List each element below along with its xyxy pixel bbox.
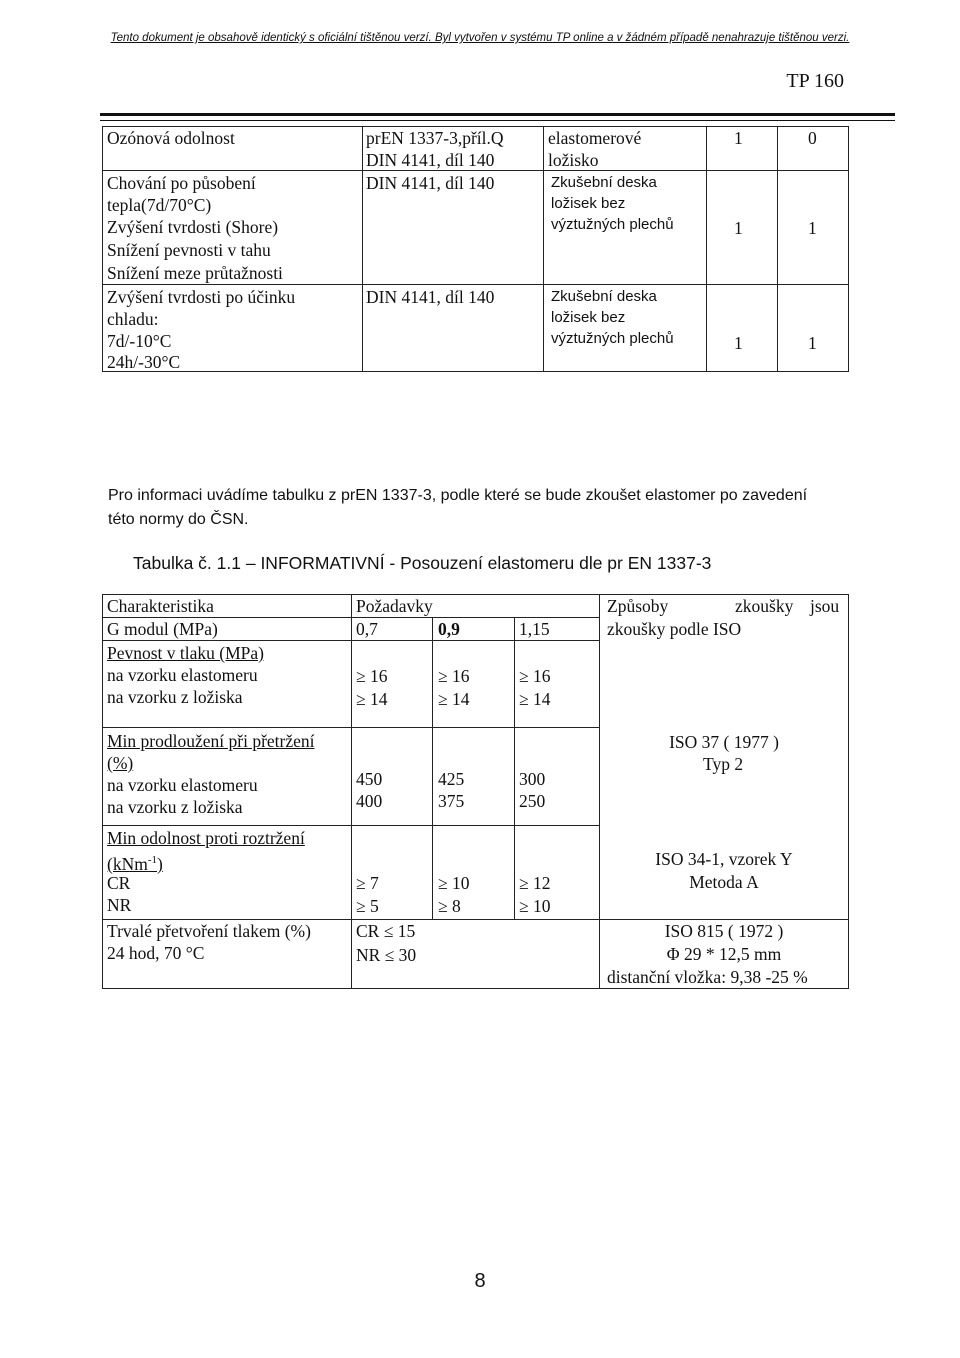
header-rule-thin (100, 120, 895, 121)
standard-cell: DIN 4141, díl 140 (366, 150, 495, 170)
characteristic-cell: 24h/-30°C (107, 352, 181, 372)
table-border (848, 126, 849, 372)
column-header-methods: Způsoby (607, 596, 669, 616)
specimen-cell: výztužných plechů (551, 330, 674, 347)
characteristic-cell: Zvýšení tvrdosti po účinku (107, 287, 296, 307)
characteristic-cell: chladu: (107, 309, 159, 329)
standard-cell: DIN 4141, díl 140 (366, 287, 495, 307)
column-header-methods: zkoušky podle ISO (607, 619, 742, 639)
specimen-cell: výztužných plechů (551, 216, 674, 233)
characteristic-cell: Snížení pevnosti v tahu (107, 240, 271, 260)
characteristic-cell: tepla(7d/70°C) (107, 195, 212, 215)
row-label: CR (107, 873, 131, 893)
header-rule (100, 113, 895, 116)
table-border (543, 126, 544, 372)
value-cell: 1 (808, 333, 817, 353)
value-cell: 250 (519, 791, 546, 811)
characteristic-cell: 7d/-10°C (107, 331, 172, 351)
value-cell: 425 (438, 769, 465, 789)
value-cell: 450 (356, 769, 383, 789)
value-cell: 400 (356, 791, 383, 811)
value-cell: NR ≤ 30 (356, 945, 417, 965)
value-cell: 1 (734, 128, 743, 148)
characteristic-cell: Chování po působení (107, 173, 256, 193)
method-cell: ISO 37 ( 1977 ) (669, 732, 779, 752)
value-cell: ≥ 7 (356, 873, 379, 893)
row-label-g-modul: G modul (MPa) (107, 619, 218, 639)
document-notice: Tento dokument je obsahově identický s oficiální tištěnou verzí. Byl vytvořen v systému TP online a v žádném případě nenahrazuje tištěnou verzi. (110, 32, 850, 44)
value-cell: ≥ 14 (438, 689, 470, 709)
section-title-strength: Pevnost v tlaku (MPa) (107, 643, 265, 663)
value-cell: 375 (438, 791, 465, 811)
method-cell: Metoda A (689, 872, 759, 892)
characteristic-cell: Ozónová odolnost (107, 128, 235, 148)
value-cell: ≥ 12 (519, 873, 551, 893)
column-header-methods: zkoušky (735, 596, 794, 616)
value-cell: 0,9 (438, 619, 460, 639)
table-title: Tabulka č. 1.1 – INFORMATIVNÍ - Posouzení elastomeru dle pr EN 1337-3 (133, 553, 712, 573)
section-title-elongation: (%) (107, 753, 134, 773)
value-cell: 0 (808, 128, 817, 148)
method-cell: ISO 34-1, vzorek Y (655, 849, 793, 869)
specimen-cell: ložisek bez (551, 195, 626, 212)
column-header-methods: jsou (810, 596, 840, 616)
paragraph-line: této normy do ČSN. (108, 511, 249, 528)
info-paragraph (108, 484, 888, 532)
characteristic-cell: Snížení meze průtažnosti (107, 263, 283, 283)
value-cell: CR ≤ 15 (356, 921, 416, 941)
value-cell: 1 (808, 218, 817, 238)
value-cell: ≥ 14 (519, 689, 551, 709)
row-label: na vzorku elastomeru (107, 665, 258, 685)
table-border (102, 594, 103, 989)
paragraph-line: Pro informaci uvádíme tabulku z prEN 1337-3, podle které se bude zkoušet elastomer po zavedení (108, 487, 808, 504)
value-cell: ≥ 5 (356, 896, 379, 916)
column-header-characteristic: Charakteristika (107, 596, 214, 616)
row-label: Trvalé přetvoření tlakem (%) (107, 921, 311, 941)
value-cell: ≥ 16 (356, 666, 388, 686)
method-cell: Typ 2 (703, 754, 744, 774)
specimen-cell: elastomerové (548, 128, 642, 148)
table-border (102, 284, 848, 285)
value-cell: ≥ 10 (519, 896, 551, 916)
specimen-cell: Zkušební deska (551, 288, 657, 305)
value-cell: 1,15 (519, 619, 550, 639)
row-label: NR (107, 895, 132, 915)
table-border (102, 988, 848, 989)
specimen-cell: ložisko (548, 150, 599, 170)
value-cell: ≥ 14 (356, 689, 388, 709)
section-title-tear: Min odolnost proti roztržení (107, 828, 305, 848)
section-title-elongation: Min prodloužení při přetržení (107, 731, 315, 751)
column-header-requirements: Požadavky (356, 596, 433, 616)
table-border (514, 617, 515, 919)
table-border (432, 617, 433, 919)
table-border (102, 126, 103, 372)
table-border (362, 126, 363, 372)
table-border (848, 594, 849, 989)
page-number: 8 (474, 1270, 486, 1292)
specimen-text: Zkušební deska (551, 174, 657, 191)
value-cell: ≥ 8 (438, 896, 461, 916)
method-cell: Φ 29 * 12,5 mm (666, 944, 782, 964)
value-cell: 1 (734, 333, 743, 353)
value-cell: ≥ 16 (519, 666, 551, 686)
specimen-cell: ložisek bez (551, 309, 626, 326)
standard-cell: DIN 4141, díl 140 (366, 173, 495, 193)
value-cell: ≥ 16 (438, 666, 470, 686)
row-label: na vzorku elastomeru (107, 775, 258, 795)
table-border (706, 126, 707, 372)
table-border (777, 126, 778, 372)
row-label: na vzorku z ložiska (107, 687, 243, 707)
row-label: 24 hod, 70 °C (107, 943, 205, 963)
unit-text: ) (157, 853, 163, 874)
method-cell: ISO 815 ( 1972 ) (664, 921, 784, 941)
table-border (351, 594, 352, 989)
specimen-cell (551, 172, 657, 193)
characteristic-cell: Zvýšení tvrdosti (Shore) (107, 217, 279, 237)
unit-text: (kNm (107, 853, 148, 874)
value-cell: 1 (734, 218, 743, 238)
row-label: na vzorku z ložiska (107, 797, 243, 817)
standard-cell: prEN 1337-3,příl.Q (366, 128, 504, 148)
value-cell: 300 (519, 769, 546, 789)
table-border (102, 371, 848, 372)
unit-exponent: -1 (147, 854, 157, 866)
value-cell: 0,7 (356, 619, 378, 639)
section-title-tear (107, 849, 163, 875)
value-cell: ≥ 10 (438, 873, 470, 893)
method-cell: distanční vložka: 9,38 -25 % (607, 967, 808, 987)
document-code: TP 160 (786, 70, 844, 92)
